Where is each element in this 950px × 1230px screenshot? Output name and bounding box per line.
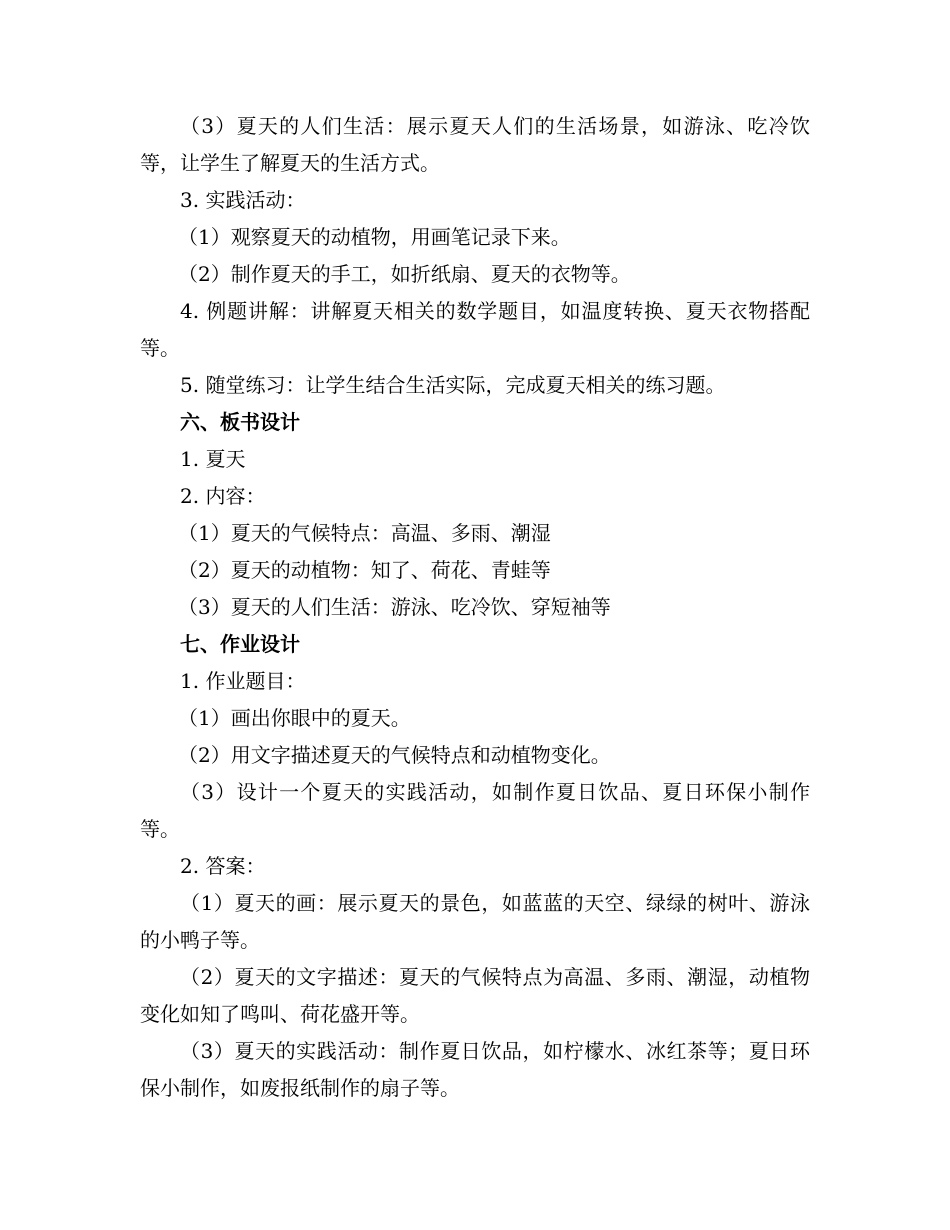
list-item: （2）夏天的动植物：知了、荷花、青蛙等 (178, 558, 551, 582)
list-item: （2）用文字描述夏天的气候特点和动植物变化。 (178, 743, 611, 767)
paragraph-in-class-practice: 5. 随堂练习：让学生结合生活实际，完成夏天相关的练习题。 (180, 373, 726, 397)
list-item: （1）观察夏天的动植物，用画笔记录下来。 (178, 225, 571, 249)
paragraph-answers: 2. 答案： (180, 854, 266, 878)
paragraph-example-explanation: 4. 例题讲解：讲解夏天相关的数学题目，如温度转换、夏天衣物搭配等。 (140, 299, 810, 360)
paragraph-board-content: 2. 内容： (180, 484, 266, 508)
paragraph-answer-activity: （3）夏天的实践活动：制作夏日饮品，如柠檬水、冰红茶等；夏日环保小制作，如废报纸制作的扇子等。 (140, 1039, 810, 1100)
section-heading-board-design: 六、板书设计 (180, 410, 300, 434)
section-heading-homework-design: 七、作业设计 (180, 632, 300, 656)
paragraph-homework-activity: （3）设计一个夏天的实践活动，如制作夏日饮品、夏日环保小制作等。 (140, 780, 810, 841)
list-item: （2）制作夏天的手工，如折纸扇、夏天的衣物等。 (178, 262, 631, 286)
paragraph-answer-painting: （1）夏天的画：展示夏天的景色，如蓝蓝的天空、绿绿的树叶、游泳的小鸭子等。 (140, 891, 810, 952)
list-item: （1）画出你眼中的夏天。 (178, 706, 411, 730)
paragraph-summer-life: （3）夏天的人们生活：展示夏天人们的生活场景，如游泳、吃冷饮等，让学生了解夏天的生活方式。 (140, 114, 810, 175)
document-page (140, 108, 810, 1107)
paragraph-homework-questions: 1. 作业题目： (180, 669, 306, 693)
paragraph-answer-description: （2）夏天的文字描述：夏天的气候特点为高温、多雨、潮湿，动植物变化如知了鸣叫、荷花盛开等。 (140, 965, 810, 1026)
list-item: （1）夏天的气候特点：高温、多雨、潮湿 (178, 521, 551, 545)
paragraph-board-title: 1. 夏天 (180, 447, 246, 471)
list-item: （3）夏天的人们生活：游泳、吃冷饮、穿短袖等 (178, 595, 611, 619)
paragraph-practice-activity: 3. 实践活动： (180, 188, 306, 212)
